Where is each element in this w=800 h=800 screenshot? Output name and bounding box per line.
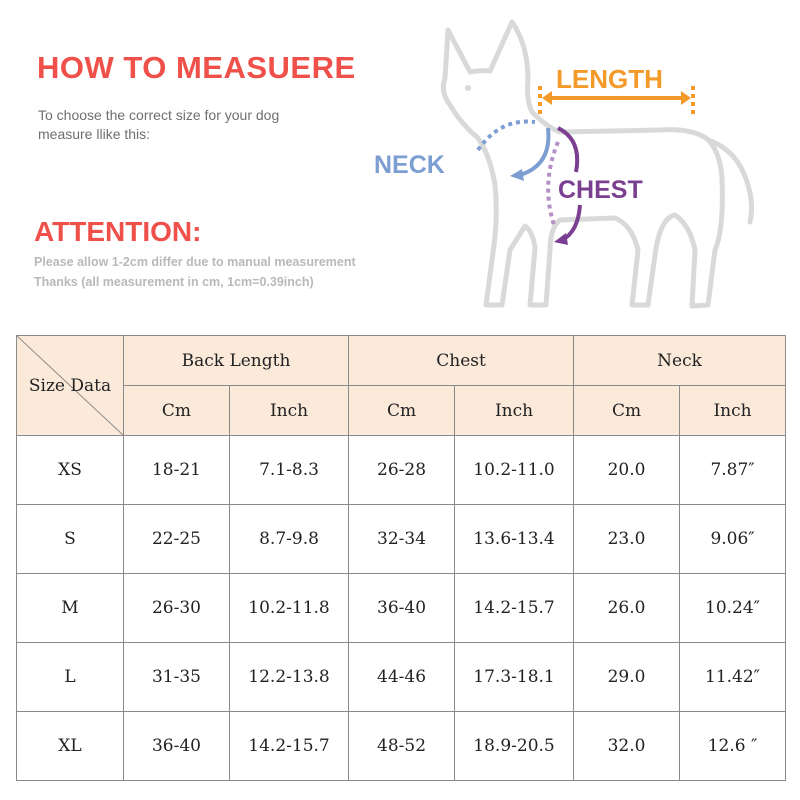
table-row [17, 505, 786, 574]
chest-label: CHEST [558, 176, 643, 204]
table-cell: 32.0 [574, 712, 680, 781]
table-cell: 20.0 [574, 436, 680, 505]
table-cell: 12.6 ″ [680, 712, 786, 781]
unit-header: Inch [455, 386, 574, 436]
size-cell: XL [17, 712, 124, 781]
unit-header: Inch [230, 386, 349, 436]
table-cell: 26.0 [574, 574, 680, 643]
size-table [16, 335, 786, 781]
unit-header: Cm [349, 386, 455, 436]
table-row [17, 712, 786, 781]
table-cell: 14.2-15.7 [455, 574, 574, 643]
table-cell: 26-30 [124, 574, 230, 643]
table-cell: 10.2-11.8 [230, 574, 349, 643]
dog-measurement-diagram [370, 0, 790, 330]
table-cell: 10.2-11.0 [455, 436, 574, 505]
table-cell: 29.0 [574, 643, 680, 712]
table-cell: 7.1-8.3 [230, 436, 349, 505]
table-cell: 31-35 [124, 643, 230, 712]
table-cell: 23.0 [574, 505, 680, 574]
unit-header: Cm [574, 386, 680, 436]
neck-header: Neck [574, 336, 786, 386]
table-row [17, 643, 786, 712]
table-row [17, 574, 786, 643]
unit-header: Cm [124, 386, 230, 436]
table-cell: 44-46 [349, 643, 455, 712]
size-cell: XS [17, 436, 124, 505]
table-cell: 13.6-13.4 [455, 505, 574, 574]
size-cell: S [17, 505, 124, 574]
chest-arrow-head [554, 233, 568, 245]
table-cell: 7.87″ [680, 436, 786, 505]
table-cell: 26-28 [349, 436, 455, 505]
unit-header: Inch [680, 386, 786, 436]
table-cell: 17.3-18.1 [455, 643, 574, 712]
size-cell: L [17, 643, 124, 712]
table-row [17, 436, 786, 505]
attention-note-2: Thanks (all measurement in cm, 1cm=0.39inch) [34, 275, 314, 289]
size-data-header [17, 336, 124, 436]
neck-label: NECK [374, 151, 445, 179]
table-cell: 10.24″ [680, 574, 786, 643]
dog-eye [465, 85, 471, 91]
intro-line-2: measure llike this: [38, 126, 151, 142]
attention-note-1: Please allow 1-2cm differ due to manual measurement [34, 255, 356, 269]
table-cell: 12.2-13.8 [230, 643, 349, 712]
table-cell: 8.7-9.8 [230, 505, 349, 574]
chest-header: Chest [349, 336, 574, 386]
table-cell: 9.06″ [680, 505, 786, 574]
intro-line-1: To choose the correct size for your dog [38, 107, 280, 123]
table-cell: 18-21 [124, 436, 230, 505]
back-length-header: Back Length [124, 336, 349, 386]
length-label: LENGTH [556, 64, 663, 94]
intro-text [38, 106, 368, 144]
page-title: HOW TO MEASUERE [37, 50, 356, 85]
length-arrow-head-right [681, 91, 691, 105]
table-cell: 36-40 [124, 712, 230, 781]
table-cell: 22-25 [124, 505, 230, 574]
table-cell: 18.9-20.5 [455, 712, 574, 781]
table-cell: 36-40 [349, 574, 455, 643]
size-cell: M [17, 574, 124, 643]
table-cell: 32-34 [349, 505, 455, 574]
table-cell: 48-52 [349, 712, 455, 781]
attention-heading: ATTENTION: [34, 216, 202, 247]
table-cell: 14.2-15.7 [230, 712, 349, 781]
size-data-label: Size Data [28, 375, 112, 396]
length-arrow-head-left [542, 91, 552, 105]
table-cell: 11.42″ [680, 643, 786, 712]
